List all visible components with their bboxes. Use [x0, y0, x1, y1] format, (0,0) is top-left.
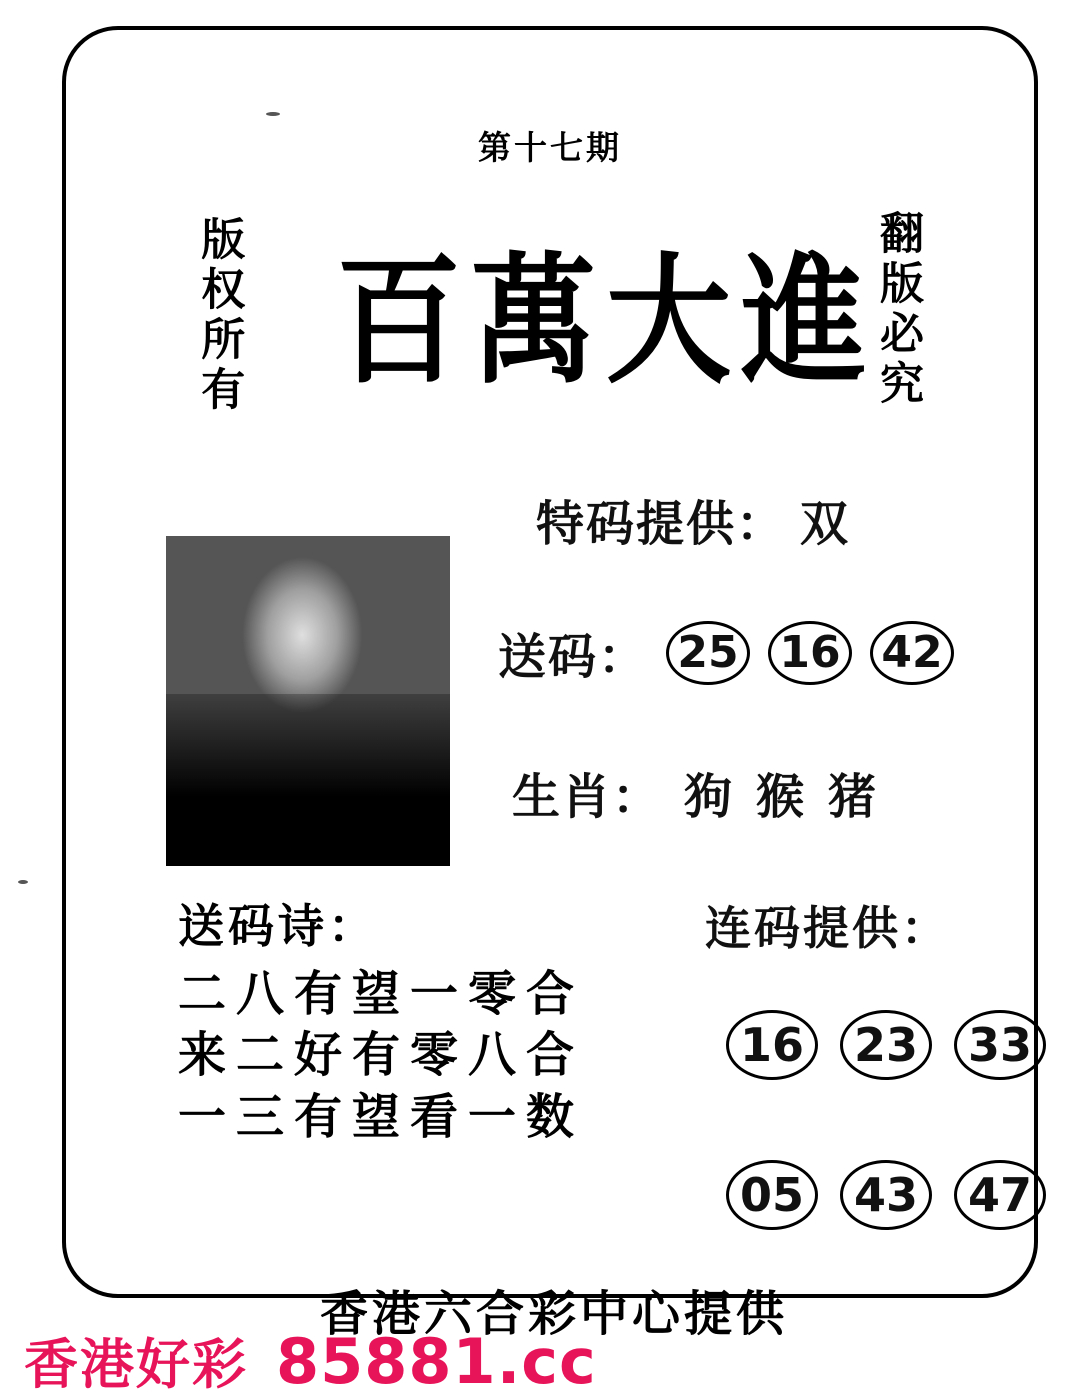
send-code-label: 送码：: [498, 629, 649, 685]
lianma-row: [726, 1010, 1046, 1080]
portrait-photo: [166, 536, 450, 866]
special-code-label: 特码提供：: [536, 496, 787, 552]
special-code-value: 双: [800, 496, 851, 552]
special-code-line: [536, 485, 850, 554]
lianma-ball: 43: [840, 1160, 932, 1230]
poster-card: [62, 26, 1038, 1342]
poem-line: 二八有望一零合: [178, 966, 585, 1022]
copyright-left-slogan: 版权所有: [193, 216, 245, 416]
issue-number: 第十七期: [478, 128, 622, 167]
send-code-ball: 25: [666, 621, 750, 685]
scan-speck: [18, 880, 28, 884]
poem-line: 一三有望看一数: [178, 1088, 585, 1145]
zodiac-animal: 猴: [756, 769, 807, 825]
poem-line: 来二好有零八合: [178, 1027, 585, 1084]
copyright-right-slogan: 翻版必究: [872, 210, 923, 410]
zodiac-line: [512, 758, 878, 827]
lianma-ball: 47: [954, 1160, 1046, 1230]
send-code-line: [498, 618, 954, 687]
scan-speck: [266, 112, 280, 116]
send-code-ball: 42: [870, 621, 954, 685]
page-title: 百萬大進: [336, 239, 876, 404]
watermark-text: 香港好彩: [24, 1332, 248, 1396]
watermark: [24, 1322, 597, 1399]
lianma-ball: 05: [726, 1160, 818, 1230]
watermark-url: 85881.cc: [276, 1325, 597, 1398]
send-code-ball: 16: [768, 621, 852, 685]
lianma-row: [726, 1160, 1046, 1230]
poem-title: 送码诗：: [178, 899, 378, 953]
zodiac-animal: 猪: [828, 769, 879, 825]
lianma-title: 连码提供：: [705, 901, 950, 955]
lianma-ball: 16: [726, 1010, 818, 1080]
zodiac-animal: 狗: [684, 769, 735, 825]
lianma-ball: 33: [954, 1010, 1046, 1080]
footer-source: 香港六合彩中心提供: [319, 1286, 788, 1342]
lianma-ball: 23: [840, 1010, 932, 1080]
poem-block: [178, 890, 584, 1148]
zodiac-label: 生肖：: [512, 769, 663, 825]
